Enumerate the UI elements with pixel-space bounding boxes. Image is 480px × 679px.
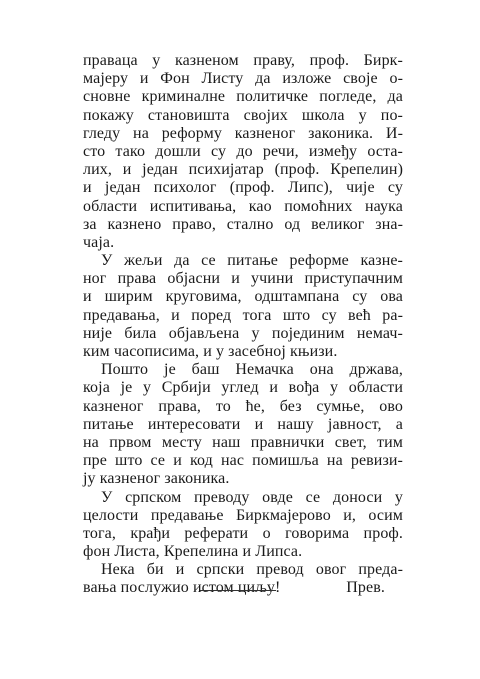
text-line: У жељи да се питање реформе казне- <box>101 252 403 270</box>
text-line: У српском преводу овде се доноси у <box>101 488 403 506</box>
text-line: правaца у казненом праву, проф. Бирк- <box>83 52 403 69</box>
text-line: казненог права, то ће, без сумње, ово <box>83 397 403 415</box>
section-divider <box>200 590 276 591</box>
preface-text <box>83 52 403 598</box>
text-line: мајеру и Фон Листу да изложе своје о- <box>83 70 403 88</box>
text-line: тога, крађи реферати о говорима проф. <box>83 524 403 542</box>
text-line: за казнено право, стално од великог зна- <box>83 215 403 233</box>
paragraph-5 <box>83 561 403 597</box>
text-line: питање интересовати и нашу јавност, а <box>83 415 403 433</box>
text-line: фон Листа, Крепелина и Липса. <box>83 543 303 561</box>
text-line: области испитивања, као помоћних наука <box>83 197 403 215</box>
text-line: чаја. <box>83 233 115 251</box>
text-line: гледу на реформу казненог законика. И- <box>83 124 403 142</box>
paragraph-1 <box>83 52 403 252</box>
text-line: пре што се и код нас помишља на ревизи- <box>83 452 403 470</box>
text-line: ног права објасни и учини приступачним <box>83 270 403 288</box>
text-line: која је у Србији углед и вођа у области <box>83 379 403 397</box>
paragraph-2 <box>83 252 403 361</box>
text-line: сновне криминалне политичке погледе, да <box>83 88 403 106</box>
text-line: Пошто је баш Немачка она држава, <box>101 361 403 379</box>
text-line: лих, и један психијатар (проф. Крепелин) <box>83 161 403 179</box>
text-line: и један психолог (проф. Липс), чије су <box>83 179 403 197</box>
translator-signature: Прев. <box>346 579 385 597</box>
text-line: ким часописима, и у засебној књизи. <box>83 343 338 360</box>
paragraph-3 <box>83 361 403 488</box>
text-line: на првом месту наш правнички свет, тим <box>83 433 403 451</box>
text-line: ју казненог законика. <box>83 470 230 488</box>
closing-line <box>83 579 403 597</box>
text-line: вања послужио истом циљу! <box>83 579 281 597</box>
text-line: предавања, и поред тога што су већ ра- <box>83 306 403 324</box>
text-line: Нека би и српски превод овог преда- <box>101 561 403 579</box>
text-line: и ширим круговима, одштампана су ова <box>83 288 403 306</box>
text-line: целости предавање Биркмајерово и, осим <box>83 506 403 524</box>
paragraph-4 <box>83 489 403 562</box>
text-line: није била објављена у појединим немач- <box>83 324 403 342</box>
text-line: покажу становишта својих школа у по- <box>83 106 403 124</box>
text-line: сто тако дошли су до речи, између оста- <box>83 142 403 160</box>
